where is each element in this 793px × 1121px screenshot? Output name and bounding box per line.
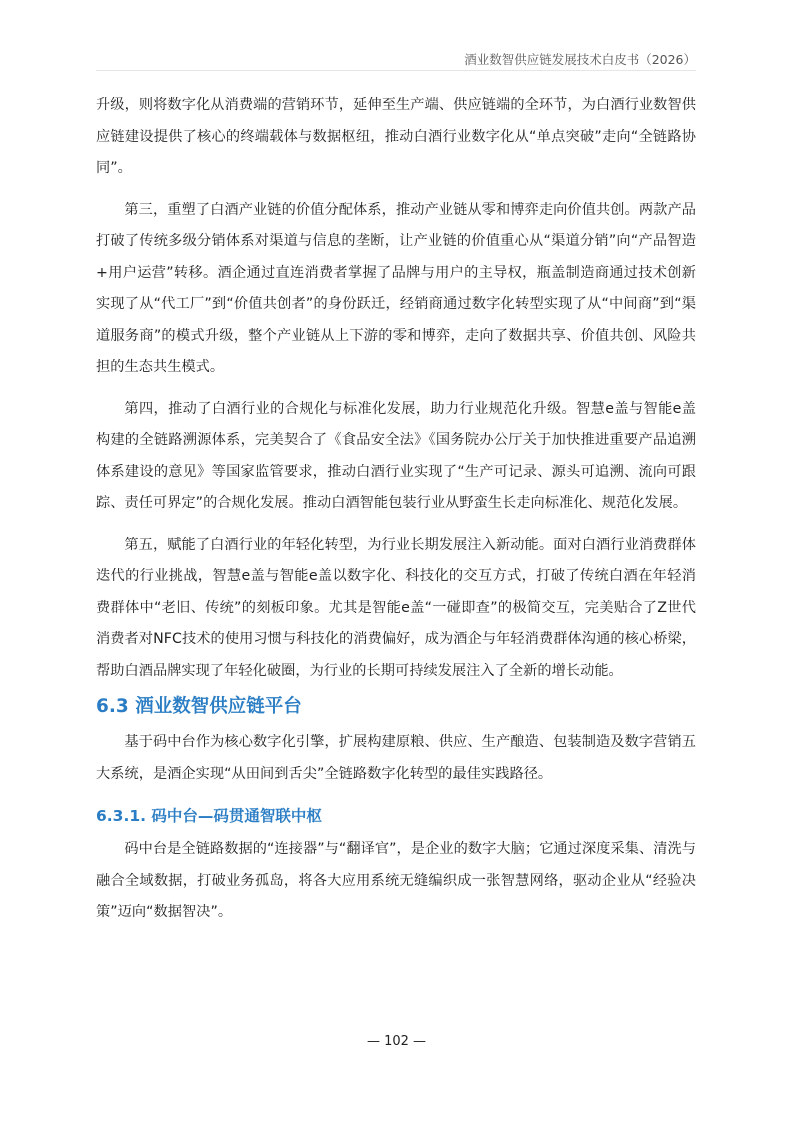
paragraph-fourth-point: 第四，推动了白酒行业的合规化与标准化发展，助力行业规范化升级。智慧e盖与智能e盖构建的全链路溯源体系，完美契合了《食品安全法》《国务院办公厅关于加快推进重要产品追溯体系建设的意见》等国家监管要求，推动白酒行业实现了“生产可记录、源头可追溯、流向可跟踪、责任可界定”的合规化发展。推动白酒智能包装行业从野蛮生长走向标准化、规范化发展。 (96, 400, 696, 511)
section-intro: 基于码中台作为核心数字化引擎，扩展构建原粮、供应、生产酿造、包装制造及数字营销五大系统，是酒企实现“从田间到舌尖”全链路数字化转型的最佳实践路径。 (96, 734, 696, 782)
subsection-body: 码中台是全链路数据的“连接器”与“翻译官”，是企业的数字大脑；它通过深度采集、清洗与融合全域数据，打破业务孤岛，将各大应用系统无缝编织成一张智慧网络，驱动企业从“经验决策”迈向“数据智决”。 (96, 841, 696, 920)
page-number: — 102 — (366, 1034, 427, 1049)
paragraph-continuation: 升级，则将数字化从消费端的营销环节，延伸至生产端、供应链端的全环节，为白酒行业数智供应链建设提供了核心的终端载体与数据枢纽，推动白酒行业数字化从“单点突破”走向“全链路协同”。 (96, 97, 696, 176)
paragraph-fifth-point: 第五，赋能了白酒行业的年轻化转型，为行业长期发展注入新动能。面对白酒行业消费群体迭代的行业挑战，智慧e盖与智能e盖以数字化、科技化的交互方式，打破了传统白酒在年轻消费群体中“老旧、传统”的刻板印象。尤其是智能e盖“一碰即查”的极简交互，完美贴合了Z世代消费者对NFC技术的使用习惯与科技化的消费偏好，成为酒企与年轻消费群体沟通的核心桥梁，帮助白酒品牌实现了年轻化破圈，为行业的长期可持续发展注入了全新的增长动能。 (96, 536, 696, 679)
subsection-heading: 6.3.1. 码中台—码贯通智联中枢 (96, 807, 322, 825)
section-heading: 6.3 酒业数智供应链平台 (96, 696, 302, 717)
page-content (96, 90, 696, 929)
paragraph-third-point: 第三，重塑了白酒产业链的价值分配体系，推动产业链从零和博弈走向价值共创。两款产品打破了传统多级分销体系对渠道与信息的垄断，让产业链的价值重心从“渠道分销”向“产品智造+用户运营”转移。酒企通过直连消费者掌握了品牌与用户的主导权，瓶盖制造商通过技术创新实现了从“代工厂”到“价值共创者”的身份跃迁，经销商通过数字化转型实现了从“中间商”到“渠道服务商”的模式升级，整个产业链从上下游的零和博弈，走向了数据共享、价值共创、风险共担的生态共生模式。 (96, 201, 696, 375)
page-header (96, 46, 696, 71)
header-title: 酒业数智供应链发展技术白皮书（2026） (464, 52, 696, 67)
